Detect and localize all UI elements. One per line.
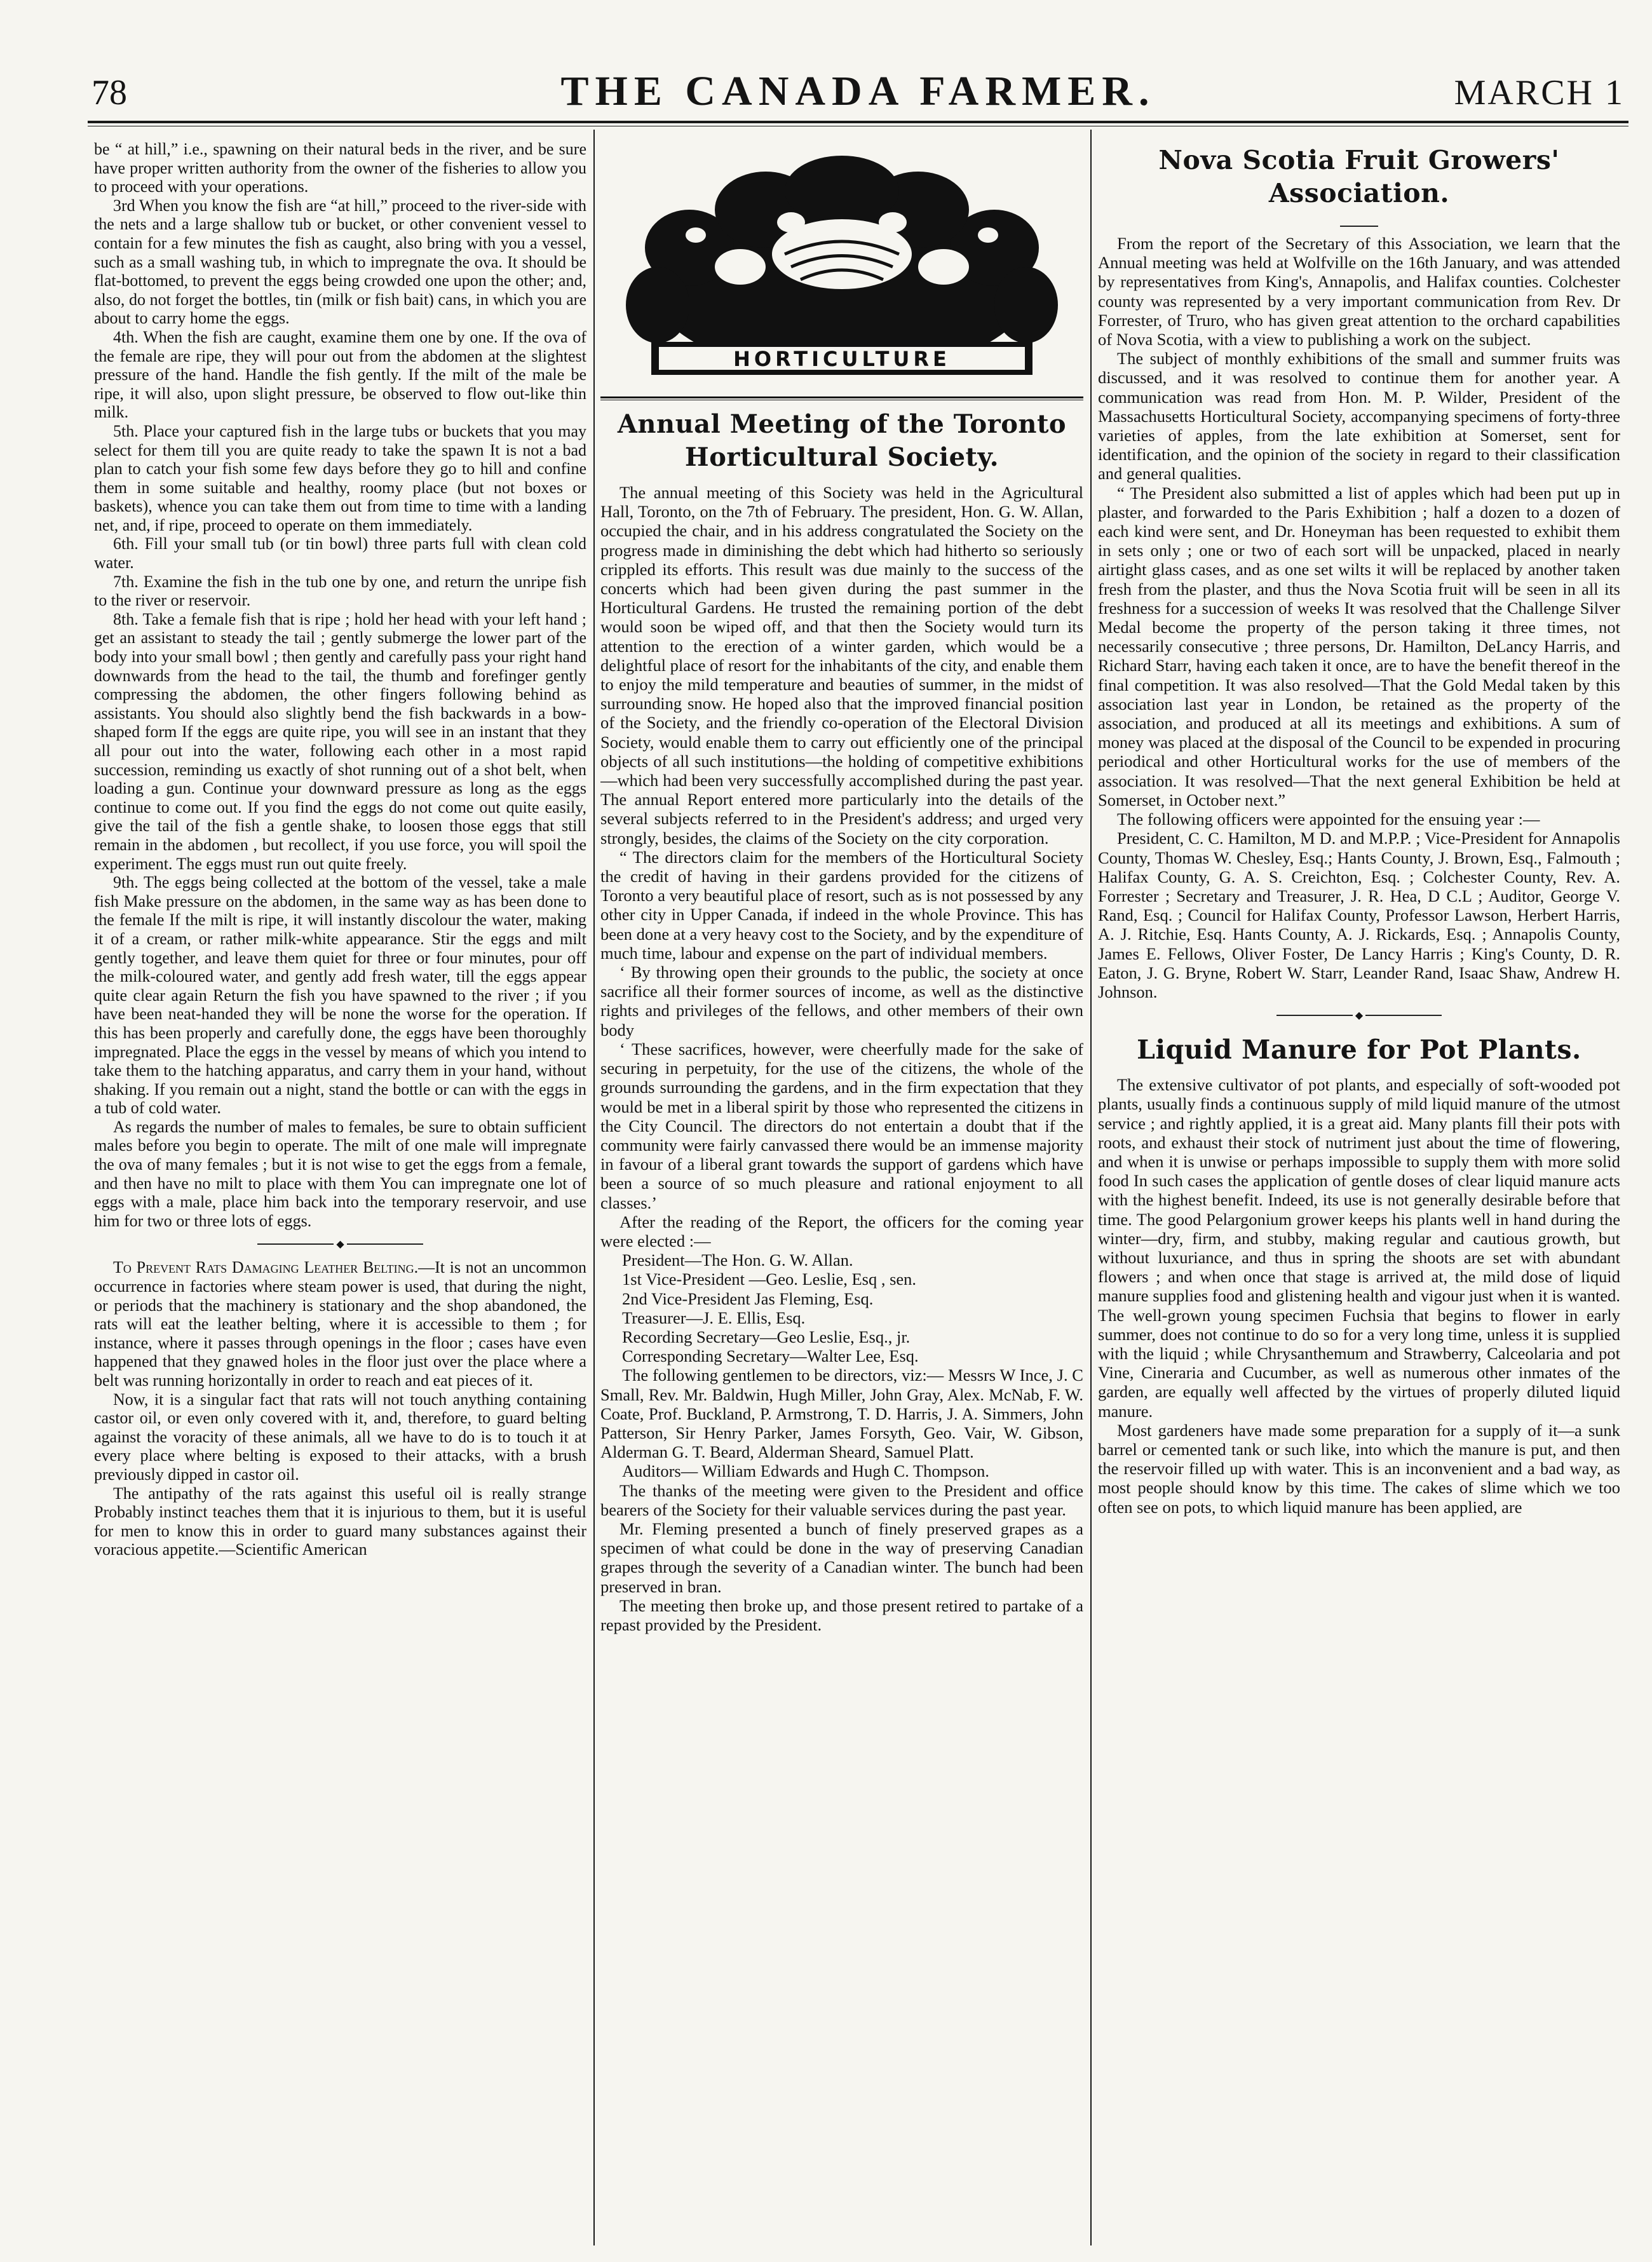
- paragraph: After the reading of the Report, the officers for the coming year were elected :—: [600, 1212, 1083, 1250]
- officer-line: President—The Hon. G. W. Allan.: [622, 1250, 853, 1270]
- paragraph: The subject of monthly exhibitions of the small and summer fruits was discussed, and it was resolved to continue them for another year. A communication was read from Hon. M. P. Wilder, President of the Massachusetts Horticultural Society, accompanying specimens of forty-three varieties of apples, from the late exhibition at Somerset, sent for identification, and the opinion of the society in regard to their classification and general qualities.: [1098, 349, 1620, 484]
- paragraph: ‘ These sacrifices, however, were cheerfully made for the sake of securing in perpetuity, for the use of the citizens, the whole of the grounds surrounding the gardens, and in the firm expectation that they would be met in a liberal spirit by those who represented the citizens in the City Council. The directors do not entertain a doubt that if the community were fairly canvassed there would be an immense majority in favour of a liberal grant towards the support of gardens which have been a source of so much pleasure and rational enjoyment to all classes.’: [600, 1039, 1083, 1212]
- section-separator: ◆: [1098, 1001, 1620, 1029]
- paragraph: The thanks of the meeting were given to the President and office bearers of the Society for their valuable services during the past year.: [600, 1480, 1083, 1519]
- paragraph: 3rd When you know the fish are “at hill,” proceed to the river-side with the nets and a large shallow tub or bucket, or other convenient vessel to contain for a few minutes the fish as caught, also bring with you a vessel, such as a small washing tub, in which to impregnate the ova. It should be flat-bottomed, to prevent the eggs being crowded one upon the other; and, also, do not forget the bottles, tin (milk or fish bait) cans, in which you are about to carry home the eggs.: [94, 196, 586, 328]
- paragraph: Mr. Fleming presented a bunch of finely preserved grapes as a specimen of what could be done in the way of preserving Canadian grapes through the severity of a Canadian winter. The bunch had been preserved in bran.: [600, 1519, 1083, 1596]
- paragraph: 9th. The eggs being collected at the bottom of the vessel, take a male fish Make pressure on the abdomen, in the same way as has been done to the female If the milt is ripe, it will instantly discolour the water, making it of a cream, or rather milk-white appearance. Stir the eggs and milt gently together, and leave them quiet for three or four minutes, pour off the milk-coloured water, and gently add fresh water, till the eggs appear quite clear again Return the fish you have spawned to the river ; if you have been neat-handed they will be none the worse for the operation. If this has been properly and carefully done, the eggs have been thoroughly impregnated. Place the eggs in the vessel by means of which you intend to take them to the hatching apparatus, and carry them in your hand, without shaking. If you remain out a night, stand the bottle or can with the eggs in a tub of cold water.: [94, 873, 586, 1118]
- officers-list: [600, 1250, 1083, 1480]
- auditors-line: Auditors— William Edwards and Hugh C. Thompson.: [622, 1461, 989, 1481]
- header-rule: [88, 121, 1628, 123]
- article-text: It is not an uncommon occurrence in factories where steam power is used, that during the night, or periods that the machinery is stationary and the shop abandoned, the rats will eat the leather belting, where it is accessible to them ; for instance, where it passes through openings in the floor ; cases have even happened that they gnawed holes in the floor just over the place where a belt was running horizontally in order to reach and eat pieces of it.: [94, 1258, 586, 1390]
- officer-line: 1st Vice-President —Geo. Leslie, Esq , sen.: [622, 1270, 917, 1289]
- paragraph: 6th. Fill your small tub (or tin bowl) three parts full with clean cold water.: [94, 534, 586, 572]
- woodcut-label: HORTICULTURE: [733, 347, 951, 371]
- page-header: [88, 61, 1628, 116]
- paragraph: 7th. Examine the fish in the tub one by one, and return the unripe fish to the river or reservoir.: [94, 572, 586, 610]
- paragraph: ‘ By throwing open their grounds to the public, the society at once sacrifice all their former sources of income, as well as the distinctive rights and privileges of the fellows, and other members of their own body: [600, 963, 1083, 1040]
- article-heading: Nova Scotia Fruit Growers' Association.: [1158, 145, 1560, 208]
- paragraph: Now, it is a singular fact that rats will not touch anything containing castor oil, or even only covered with it, and, therefore, to guard belting against the voracity of these animals, all we have to do is to touch it at every place where belting is exposed to their attacks, with a brush previously dipped in castor oil.: [94, 1390, 586, 1484]
- woodcut-illustration: [600, 140, 1083, 394]
- article-paragraph: [94, 1258, 586, 1390]
- officer-line: Corresponding Secretary—Walter Lee, Esq.: [622, 1346, 919, 1366]
- page-number: 78: [91, 73, 127, 112]
- section-separator: ◆: [94, 1230, 586, 1258]
- paragraph: The antipathy of the rats against this useful oil is really strange Probably instinct teaches them that it is injurious to them, but it is useful for men to know this in order to guard many substances against their voracious appetite.—Scientific American: [94, 1484, 586, 1559]
- column-rule-1: [593, 130, 595, 2245]
- officer-line: Recording Secretary—Geo Leslie, Esq., jr.: [622, 1327, 911, 1346]
- paragraph: be “ at hill,” i.e., spawning on their natural beds in the river, and be sure have proper written authority from the owner of the fisheries to allow you to proceed with your operations.: [94, 140, 586, 196]
- column-1: [94, 140, 586, 2249]
- paragraph: Most gardeners have made some preparation for a supply of it—a sunk barrel or cemented tank or such like, into which the manure is put, and then the reservoir filled up with water. This is an inconvenient and a bad way, as most people should know by this time. The cakes of slime which we too often see on pots, to which liquid manure has been applied, are: [1098, 1420, 1620, 1517]
- paragraph: The following officers were appointed for the ensuing year :—: [1117, 809, 1540, 829]
- officer-line: 2nd Vice-President Jas Fleming, Esq.: [622, 1289, 874, 1308]
- column-3: [1098, 140, 1620, 2249]
- paragraph: 5th. Place your captured fish in the large tubs or buckets that you may select for them till you are quite ready to take the spawn It is not a bad plan to catch your fish some few days before they go to hill and confine them in some suitable and healthy, roomy place (but not boxes or baskets), whence you can take them out from time to time with a landing net, and, if ripe, proceed to operate on them immediately.: [94, 421, 586, 534]
- heading-rule: [1098, 219, 1620, 234]
- paragraph: “ The President also submitted a list of apples which had been put up in plaster, and forwarded to the Paris Exhibition ; half a dozen to a dozen of each kind were sent, and Dr. Honeyman has been requested to exhibit them in sets only ; one or two of each sort will be unpacked, placed in nearly airtight glass cases, and as one set wilts it will be replaced by another taken fresh from the plaster, and thus the Nova Scotia fruit will be seen in all its freshness for a succession of weeks It was resolved that the Challenge Silver Medal become the property of the person taking it three times, not necessarily consecutive ; three persons, Dr. Hamilton, DeLancy Harris, and Richard Starr, having each taken it once, are to have the benefit thereof in the final competition. It was also resolved—That the Gold Medal taken by this association last year in London, be retained as the property of the association, and produced at all its meetings and exhibitions. A sum of money was placed at the disposal of the Council to be expended in procuring periodical and other Horticultural works for the use of members of the association. It was resolved—That the next general Exhibition be held at Somerset, in October next.”: [1098, 483, 1620, 809]
- horticulture-woodcut: [600, 140, 1083, 394]
- issue-date: MARCH 1: [1454, 73, 1625, 112]
- column-rule-2: [1090, 130, 1092, 2245]
- paragraph: 4th. When the fish are caught, examine them one by one. If the ova of the female are ripe, they will pour out from the abdomen at the slightest pressure of the hand. Handle the fish gently. If the milt of the male be ripe, it will also, upon slight pressure, be observed to flow out-like thin milk.: [94, 327, 586, 422]
- article-lead: To Prevent Rats Damaging Leather Belting.—: [113, 1258, 435, 1277]
- rule: [600, 396, 1083, 398]
- paragraph: As regards the number of males to females, be sure to obtain sufficient males before you begin to operate. The milt of one male will impregnate the ova of many females ; but it is not wise to get the eggs from a female, and then have no milt to place with them You can impregnate one lot of eggs with a male, place him back into the temporary reservoir, and use him for two or three lots of eggs.: [94, 1117, 586, 1230]
- directors-line: The following gentlemen to be directors, viz:— Messrs W Ince, J. C Small, Rev. Mr. Baldwin, Hugh Miller, John Gray, Alex. McNab, F. W. Coate, Prof. Buckland, P. Armstrong, T. D. Harris, J. A. Simmers, John Patterson, Sir Henry Parker, James Forsyth, Geo. Vair, W. Gibson, Alderman G. T. Beard, Alderman Sheard, Samuel Platt.: [600, 1365, 1083, 1462]
- paragraph: From the report of the Secretary of this Association, we learn that the Annual meeting was held at Wolfville on the 16th January, and was attended by representatives from King's, Annapolis, and Halifax counties. Colchester county was represented by a very important communication from Rev. Dr Forrester, of Truro, who has given great attention to the orchard capabilities of Nova Scotia, with a view to publishing a work on the subject.: [1098, 234, 1620, 349]
- article-heading: Liquid Manure for Pot Plants.: [1137, 1034, 1581, 1066]
- paragraph: “ The directors claim for the members of the Horticultural Society the credit of having in their gardens provided for the citizens of Toronto a very beautiful place of resort, such as is not possessed by any other city in Upper Canada, if indeed in the whole Province. This has been done at a very heavy cost to the Society, and by the expenditure of much time, labour and expense on the part of individual members.: [600, 847, 1083, 963]
- paragraph: The extensive cultivator of pot plants, and especially of soft-wooded pot plants, usually finds a continuous supply of mild liquid manure of the utmost service ; and rightly applied, it is a great aid. Many plants fill their pots with roots, and exhaust their stock of nutriment just about the time of flowering, and when it is unwise or perhaps impossible to supply them with more solid food In such cases the application of gentle doses of clear liquid manure acts with the highest benefit. Indeed, its use is not generally desirable before that time. The good Pelargonium grower keeps his plants well in hand during the winter—dry, firm, and stubby, making regular and cautious growth, but without luxuriance, and thus in spring the shoots are set with abundant flowers ; and when once that stage is arrived at, the mild dose of liquid manure supplies food and glistening health and vigour just when it is wanted. The well-grown young specimen Fuchsia that begins to flower in early summer, does not continue to do so for a very long time, unless it is supplied with the liquid ; while Chrysanthemum and Strawberry, Calceolaria and pot Vine, Cineraria and Cucumber, as well as numerous other inmates of the garden, are equally well affected by the virtues of properly diluted liquid manure.: [1098, 1075, 1620, 1421]
- article-heading: Annual Meeting of the Toronto Horticultural Society.: [617, 409, 1067, 472]
- officer-line: Treasurer—J. E. Ellis, Esq.: [622, 1308, 806, 1327]
- paragraph: The annual meeting of this Society was held in the Agricultural Hall, Toronto, on the 7th of February. The president, Hon. G. W. Allan, occupied the chair, and in his address congratulated the Society on the progress made in diminishing the debt which had hitherto so seriously crippled its efforts. This result was due mainly to the success of the concerts which had been given during the past summer in the Horticultural Gardens. He trusted the remaining portion of the debt would soon be wiped off, and that then the Society would turn its attention to the erection of a winter garden, which would be a delightful place of resort for the inhabitants of the city, and enable them to enjoy the mild temperature and beauties of summer, in the midst of surrounding snow. He hoped also that the improved financial position of the Society, and the friendly co-operation of the Electoral Division Society, would enable them to carry out efficiently one of the principal objects of all such institutions—the holding of competitive exhibitions—which had been very successfully accomplished during the past year. The annual Report entered more particularly into the details of the several subjects referred to in the President's address; and urged very strongly, besides, the claims of the Society on the city corporation.: [600, 483, 1083, 848]
- paragraph: 8th. Take a female fish that is ripe ; hold her head with your left hand ; get an assistant to steady the tail ; gently submerge the lower part of the body into your small bowl ; then gently and carefully pass your right hand downwards from the head to the tail, the thumb and forefinger gently compressing the abdomen, the other fingers following behind as assistants. You should also slightly bend the fish backwards in a bow-shaped form If the eggs are quite ripe, you will see in an instant that they all pour out into the water, following each other in a most rapid succession, reminding us exactly of shot running out of a shot belt, when loading a gun. Continue your downward pressure as long as the eggs continue to come out. If you find the eggs do not come out quite easily, give the tail of the fish a gentle shake, to loosen those eggs that still remain in the abdomen , but recollect, if you use force, you will spoil the experiment. The eggs must run out quite freely.: [94, 609, 586, 873]
- masthead-title: THE CANADA FARMER.: [560, 68, 1156, 114]
- paragraph: President, C. C. Hamilton, M D. and M.P.P. ; Vice-President for Annapolis County, Thomas W. Chesley, Esq.; Hants County, J. Brown, Esq., Falmouth ; Halifax County, G. A. S. Creichton, Esq. ; Colchester County, Rev. A. Forrester ; Secretary and Treasurer, J. R. Hea, D C.L ; Auditor, George V. Rand, Esq. ; Council for Halifax County, Professor Lawson, Herbert Harris, A. J. Ritchie, Esq. Hants County, A. J. Rickards, Esq. ; Annapolis County, James E. Fellows, Oliver Foster, De Lancy Harris ; King's County, D. R. Eaton, J. G. Bryne, Robert W. Starr, Leander Rand, Isaac Shaw, Andrew H. Johnson.: [1098, 829, 1620, 1001]
- paragraph: The meeting then broke up, and those present retired to partake of a repast provided by the President.: [600, 1595, 1083, 1634]
- column-2: [600, 140, 1083, 2249]
